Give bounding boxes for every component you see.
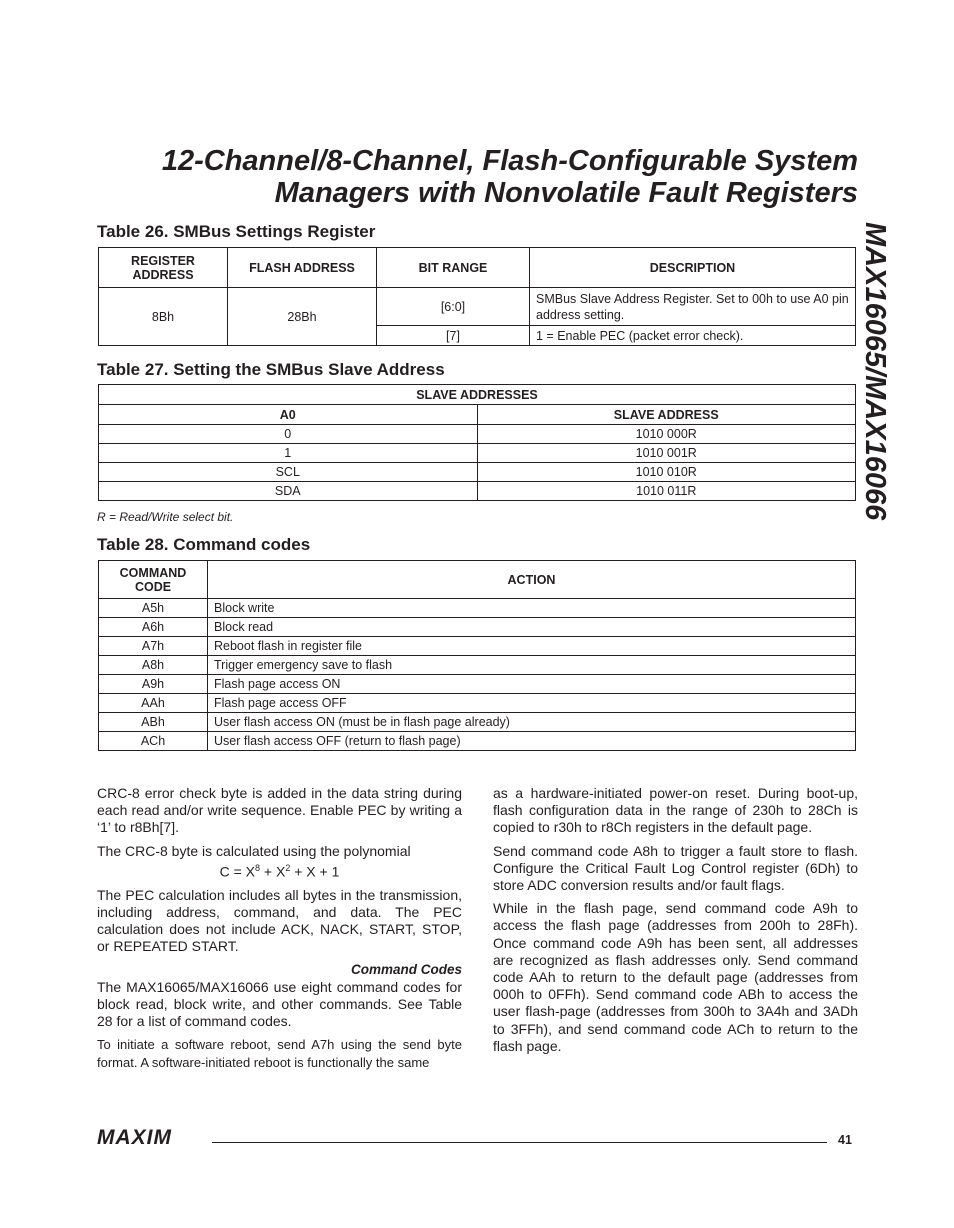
table-cell: AAh xyxy=(99,694,208,713)
table26-header-flash: FLASH ADDRESS xyxy=(228,248,377,288)
title-line-2: Managers with Nonvolatile Fault Registers xyxy=(274,177,858,209)
table27-note: R = Read/Write select bit. xyxy=(97,510,234,524)
table26-header-description: DESCRIPTION xyxy=(530,248,856,288)
table-cell: SDA xyxy=(99,482,478,501)
table-cell: Block write xyxy=(208,599,856,618)
table27-header-slave-address: SLAVE ADDRESS xyxy=(477,405,856,425)
table27-caption: Table 27. Setting the SMBus Slave Address xyxy=(97,360,445,379)
title-line-1: 12-Channel/8-Channel, Flash-Configurable System xyxy=(161,145,858,177)
table-cell: 1010 001R xyxy=(477,444,856,463)
table26-bits-1: [7] xyxy=(377,326,530,346)
table-cell: User flash access OFF (return to flash page) xyxy=(208,732,856,751)
paragraph: The CRC-8 byte is calculated using the polynomial xyxy=(97,842,411,859)
table26-header-register: REGISTER ADDRESS xyxy=(99,248,228,288)
table27-header-a0: A0 xyxy=(99,405,478,425)
table26-caption: Table 26. SMBus Settings Register xyxy=(97,222,376,241)
paragraph: Send command code A8h to trigger a fault store to flash. Configure the Critical Fault Log Control register (6Dh) to store ADC conversion results and/or fault flags. xyxy=(493,842,858,894)
table-cell: ABh xyxy=(99,713,208,732)
table26-header-bits: BIT RANGE xyxy=(377,248,530,288)
paragraph: The MAX16065/MAX16066 use eight command codes for block read, block write, and other commands. See Table 28 for a list of command codes. xyxy=(97,978,462,1030)
table28-header-code: COMMAND CODE xyxy=(99,561,208,599)
paragraph: The PEC calculation includes all bytes in the transmission, including address, command, and data. The PEC calculation does not include ACK, NACK, START, STOP, or REPEATED START. xyxy=(97,886,462,955)
table28 xyxy=(98,560,856,751)
table26-bits-0: [6:0] xyxy=(377,288,530,326)
table-cell: User flash access ON (must be in flash page already) xyxy=(208,713,856,732)
right-column xyxy=(493,785,858,1061)
table-cell: A7h xyxy=(99,637,208,656)
table27 xyxy=(98,384,856,501)
section-heading: Command Codes xyxy=(350,962,462,978)
table-cell: ACh xyxy=(99,732,208,751)
table26-register-address: 8Bh xyxy=(99,288,228,346)
table-cell: 1010 011R xyxy=(477,482,856,501)
maxim-logo xyxy=(97,1127,209,1152)
page-number: 41 xyxy=(838,1133,852,1147)
table26-desc-1: 1 = Enable PEC (packet error check). xyxy=(530,326,856,346)
table-cell: 1 xyxy=(99,444,478,463)
left-column xyxy=(97,785,462,1077)
table-cell: 1010 000R xyxy=(477,425,856,444)
table-cell: Flash page access ON xyxy=(208,675,856,694)
table-cell: Reboot flash in register file xyxy=(208,637,856,656)
paragraph: CRC-8 error check byte is added in the data string during each read and/or write sequence. Enable PEC by writing a ‘1’ to r8Bh[7]. xyxy=(97,785,462,836)
table27-group-header: SLAVE ADDRESSES xyxy=(99,385,856,405)
table28-header-action: ACTION xyxy=(208,561,856,599)
paragraph: as a hardware-initiated power-on reset. During boot-up, flash configuration data in the range of 230h to 28Ch is copied to r30h to r8Ch registers in the default page. xyxy=(493,785,858,836)
table-cell: Trigger emergency save to flash xyxy=(208,656,856,675)
table-cell: 0 xyxy=(99,425,478,444)
side-part-number xyxy=(858,222,894,582)
table-cell: A5h xyxy=(99,599,208,618)
table-cell: A9h xyxy=(99,675,208,694)
table-cell: SCL xyxy=(99,463,478,482)
svg-text:MAXIM: MAXIM xyxy=(97,1127,172,1147)
table-cell: A6h xyxy=(99,618,208,637)
polynomial: $C = X^8 + X^2 + X + 1$ xyxy=(219,862,340,880)
table26 xyxy=(98,247,856,346)
table-cell: A8h xyxy=(99,656,208,675)
table-cell: Block read xyxy=(208,618,856,637)
page-title xyxy=(162,145,858,209)
footer-rule xyxy=(212,1142,827,1143)
table-cell: Flash page access OFF xyxy=(208,694,856,713)
paragraph: To initiate a software reboot, send A7h using the send byte format. A software-initiated reboot is functionally the same xyxy=(97,1037,462,1070)
table-cell: 1010 010R xyxy=(477,463,856,482)
table26-desc-0: SMBus Slave Address Register. Set to 00h to use A0 pin address setting. xyxy=(530,288,856,326)
table28-caption: Table 28. Command codes xyxy=(97,535,311,554)
side-part-number-text: MAX16065/MAX16066 xyxy=(859,222,891,521)
paragraph: While in the flash page, send command code A9h to access the flash page (addresses from 200h to 28Fh). Once command code A9h has been sent, all addresses are recognized as flash addresses only. Send command code AAh to return to the default page (addresses from 000h to 0FFh). Send command code ABh to access the user flash-page (addresses from 300h to 3A4h and 3ADh to 3FFh), and send command code ACh to return to the flash page. xyxy=(493,900,858,1054)
table26-flash-address: 28Bh xyxy=(228,288,377,346)
